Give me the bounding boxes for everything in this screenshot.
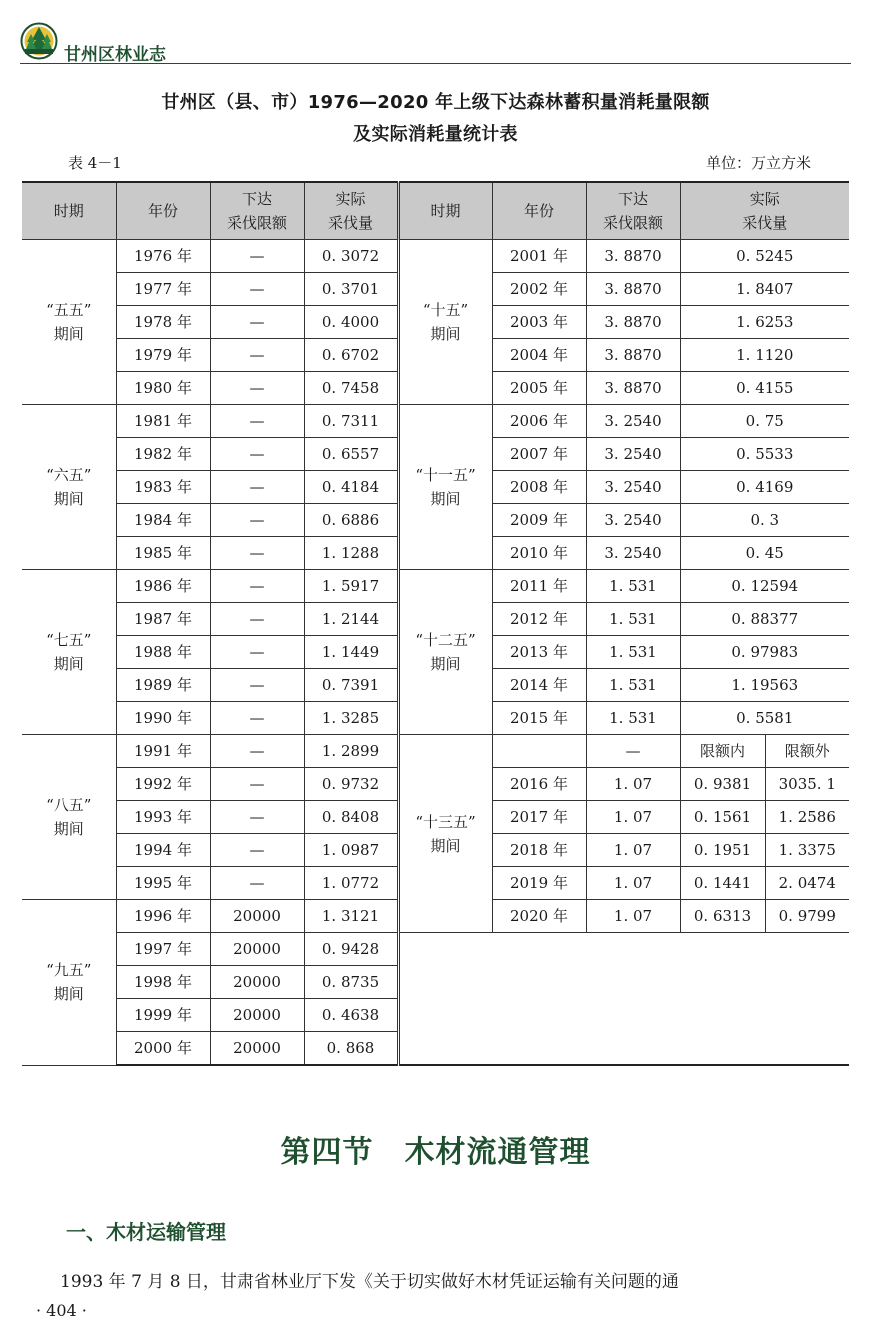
header-year-right: 年份: [492, 182, 586, 240]
quota-cell: —: [210, 735, 304, 768]
actual-cell: 1. 5917: [304, 570, 398, 603]
table-row: [22, 405, 849, 438]
year-cell: 1979 年: [116, 339, 210, 372]
quota-cell: 3. 8870: [586, 273, 680, 306]
actual-cell: 0. 3701: [304, 273, 398, 306]
header-quota: 下达 采伐限额: [210, 182, 304, 240]
pine-trees-logo-icon: [20, 22, 58, 60]
quota-cell: —: [210, 273, 304, 306]
actual-cell: 1. 3285: [304, 702, 398, 735]
actual-cell: 0. 4000: [304, 306, 398, 339]
quota-cell: 1. 07: [586, 801, 680, 834]
period-name: “十一五”: [415, 466, 476, 484]
period-cell: [398, 570, 492, 735]
beyond-quota-cell: 1. 3375: [765, 834, 849, 867]
quota-cell: 1. 531: [586, 702, 680, 735]
period-cell: [22, 900, 116, 1066]
actual-cell: 1. 1288: [304, 537, 398, 570]
year-cell: 1988 年: [116, 636, 210, 669]
actual-cell: 0. 6557: [304, 438, 398, 471]
beyond-quota-cell: 3035. 1: [765, 768, 849, 801]
actual-cell: 1. 6253: [680, 306, 849, 339]
year-cell: 1984 年: [116, 504, 210, 537]
quota-cell: 3. 2540: [586, 438, 680, 471]
actual-cell: 1. 3121: [304, 900, 398, 933]
table-body: [22, 240, 849, 1066]
actual-cell: 0. 4638: [304, 999, 398, 1032]
page-number: · 404 ·: [36, 1301, 87, 1320]
actual-cell: 1. 2899: [304, 735, 398, 768]
actual-cell: 1. 1449: [304, 636, 398, 669]
actual-cell: 1. 8407: [680, 273, 849, 306]
quota-statistics-table: [22, 181, 849, 1066]
actual-cell: 0. 6886: [304, 504, 398, 537]
year-cell: 2006 年: [492, 405, 586, 438]
quota-cell: 3. 8870: [586, 372, 680, 405]
period-suffix: 期间: [430, 325, 461, 343]
table-row: [22, 570, 849, 603]
blank-area: [398, 933, 849, 1066]
year-cell: 1978 年: [116, 306, 210, 339]
year-cell: 2014 年: [492, 669, 586, 702]
quota-cell: —: [210, 504, 304, 537]
year-cell: 1999 年: [116, 999, 210, 1032]
table-header-row: [22, 182, 849, 240]
beyond-quota-cell: 0. 9799: [765, 900, 849, 933]
quota-cell: —: [210, 405, 304, 438]
year-cell: 1996 年: [116, 900, 210, 933]
quota-cell: 20000: [210, 966, 304, 999]
table-title-line2: 及实际消耗量统计表: [353, 124, 518, 145]
period-suffix: 期间: [53, 325, 84, 343]
year-cell: 2011 年: [492, 570, 586, 603]
year-cell: 2003 年: [492, 306, 586, 339]
period-suffix: 期间: [430, 655, 461, 673]
table-row: [22, 933, 849, 966]
table-number: 表 4－1: [68, 154, 122, 172]
actual-cell: 0. 75: [680, 405, 849, 438]
quota-cell: —: [210, 603, 304, 636]
year-cell: 2000 年: [116, 1032, 210, 1066]
quota-cell: —: [210, 702, 304, 735]
year-cell: 1989 年: [116, 669, 210, 702]
actual-cell: 0. 6702: [304, 339, 398, 372]
actual-cell: 0. 4155: [680, 372, 849, 405]
year-cell: 2004 年: [492, 339, 586, 372]
within-quota-cell: 0. 1951: [680, 834, 765, 867]
quota-cell: —: [210, 537, 304, 570]
quota-cell: —: [210, 240, 304, 273]
year-cell: 1995 年: [116, 867, 210, 900]
period-cell: [22, 735, 116, 900]
year-cell: 1991 年: [116, 735, 210, 768]
actual-cell: 1. 2144: [304, 603, 398, 636]
year-cell: 1982 年: [116, 438, 210, 471]
quota-cell: 20000: [210, 1032, 304, 1066]
period-name: “七五”: [46, 631, 92, 649]
year-cell: 2020 年: [492, 900, 586, 933]
period-suffix: 期间: [430, 836, 461, 855]
period-cell: [398, 405, 492, 570]
year-cell: 1976 年: [116, 240, 210, 273]
year-cell: 2015 年: [492, 702, 586, 735]
beyond-quota-cell: 2. 0474: [765, 867, 849, 900]
quota-cell: 1. 531: [586, 603, 680, 636]
year-cell: 2013 年: [492, 636, 586, 669]
period-name: “十五”: [422, 301, 469, 319]
quota-cell: —: [210, 372, 304, 405]
subsection-title: 一、木材运输管理: [66, 1220, 226, 1244]
year-cell: 2007 年: [492, 438, 586, 471]
year-cell: 2018 年: [492, 834, 586, 867]
quota-cell: —: [210, 438, 304, 471]
header-period: 时期: [22, 182, 116, 240]
header-actual: 实际 采伐量: [304, 182, 398, 240]
quota-cell: 1. 531: [586, 636, 680, 669]
actual-cell: 0. 7391: [304, 669, 398, 702]
quota-cell: —: [210, 801, 304, 834]
year-cell: 1993 年: [116, 801, 210, 834]
header-actual-right: 实际 采伐量: [680, 182, 849, 240]
quota-cell: —: [210, 669, 304, 702]
header-year: 年份: [116, 182, 210, 240]
actual-cell: 0. 7458: [304, 372, 398, 405]
actual-cell: 0. 5533: [680, 438, 849, 471]
quota-cell: 3. 2540: [586, 504, 680, 537]
period-name: “十二五”: [415, 631, 476, 649]
actual-cell: 0. 45: [680, 537, 849, 570]
quota-cell: —: [210, 768, 304, 801]
year-cell: 2016 年: [492, 768, 586, 801]
year-cell: 2005 年: [492, 372, 586, 405]
actual-cell: 0. 7311: [304, 405, 398, 438]
period-suffix: 期间: [53, 490, 84, 508]
period-name: “十三五”: [415, 812, 476, 831]
period-cell: [22, 570, 116, 735]
year-cell: 1983 年: [116, 471, 210, 504]
year-cell: 2019 年: [492, 867, 586, 900]
year-cell: 1994 年: [116, 834, 210, 867]
actual-cell: 0. 12594: [680, 570, 849, 603]
quota-cell: —: [210, 570, 304, 603]
actual-cell: 1. 19563: [680, 669, 849, 702]
actual-cell: 0. 5245: [680, 240, 849, 273]
actual-cell: 0. 97983: [680, 636, 849, 669]
table-row: [22, 240, 849, 273]
period-name: “六五”: [46, 466, 92, 484]
within-quota-cell: 0. 1561: [680, 801, 765, 834]
year-cell: 1981 年: [116, 405, 210, 438]
actual-cell: 0. 3: [680, 504, 849, 537]
quota-cell: —: [210, 339, 304, 372]
beyond-quota-label: 限额外: [765, 735, 849, 768]
period-cell: [398, 240, 492, 405]
year-cell: 2012 年: [492, 603, 586, 636]
actual-cell: 0. 4184: [304, 471, 398, 504]
quota-cell: —: [210, 306, 304, 339]
period-suffix: 期间: [53, 655, 84, 673]
table-title-line1: 甘州区（县、市）1976—2020 年上级下达森林蓄积量消耗量限额: [161, 92, 710, 113]
year-cell: 2009 年: [492, 504, 586, 537]
period-cell: [22, 240, 116, 405]
year-cell: 1980 年: [116, 372, 210, 405]
quota-cell: 20000: [210, 933, 304, 966]
actual-cell: 1. 0772: [304, 867, 398, 900]
body-paragraph: 1993 年 7 月 8 日，甘肃省林业厅下发《关于切实做好木材凭证运输有关问题的通: [60, 1272, 679, 1292]
quota-cell: 3. 2540: [586, 405, 680, 438]
quota-cell: —: [586, 735, 680, 768]
year-cell: 1985 年: [116, 537, 210, 570]
actual-cell: 0. 9732: [304, 768, 398, 801]
year-cell: [492, 735, 586, 768]
actual-cell: 0. 868: [304, 1032, 398, 1066]
year-cell: 2001 年: [492, 240, 586, 273]
actual-cell: 0. 4169: [680, 471, 849, 504]
quota-cell: —: [210, 636, 304, 669]
quota-cell: 1. 07: [586, 834, 680, 867]
within-quota-cell: 0. 6313: [680, 900, 765, 933]
year-cell: 1998 年: [116, 966, 210, 999]
year-cell: 1977 年: [116, 273, 210, 306]
year-cell: 2010 年: [492, 537, 586, 570]
period-name: “五五”: [46, 301, 92, 319]
page-header: [20, 20, 851, 66]
quota-cell: 1. 07: [586, 768, 680, 801]
within-quota-label: 限额内: [680, 735, 765, 768]
year-cell: 1992 年: [116, 768, 210, 801]
period-suffix: 期间: [430, 490, 461, 508]
actual-cell: 0. 9428: [304, 933, 398, 966]
period-name: “八五”: [46, 796, 92, 814]
year-cell: 1987 年: [116, 603, 210, 636]
quota-cell: 3. 2540: [586, 537, 680, 570]
table-row: [22, 735, 849, 768]
book-title: 甘州区林业志: [64, 45, 166, 65]
quota-cell: —: [210, 834, 304, 867]
year-cell: 1990 年: [116, 702, 210, 735]
quota-cell: 3. 8870: [586, 339, 680, 372]
actual-cell: 0. 88377: [680, 603, 849, 636]
period-cell: [398, 735, 492, 933]
year-cell: 2002 年: [492, 273, 586, 306]
actual-cell: 0. 8735: [304, 966, 398, 999]
actual-cell: 0. 5581: [680, 702, 849, 735]
year-cell: 1986 年: [116, 570, 210, 603]
header-rule: [20, 63, 851, 64]
quota-cell: 1. 531: [586, 570, 680, 603]
quota-cell: 1. 07: [586, 900, 680, 933]
actual-cell: 0. 8408: [304, 801, 398, 834]
quota-cell: 3. 2540: [586, 471, 680, 504]
period-suffix: 期间: [53, 820, 84, 838]
quota-cell: —: [210, 867, 304, 900]
quota-cell: 3. 8870: [586, 240, 680, 273]
year-cell: 2008 年: [492, 471, 586, 504]
quota-cell: 20000: [210, 900, 304, 933]
quota-cell: 20000: [210, 999, 304, 1032]
period-cell: [22, 405, 116, 570]
period-name: “九五”: [46, 961, 92, 980]
quota-cell: 1. 531: [586, 669, 680, 702]
within-quota-cell: 0. 9381: [680, 768, 765, 801]
period-suffix: 期间: [53, 985, 84, 1004]
header-period-right: 时期: [398, 182, 492, 240]
quota-cell: 3. 8870: [586, 306, 680, 339]
actual-cell: 0. 3072: [304, 240, 398, 273]
year-cell: 2017 年: [492, 801, 586, 834]
quota-cell: 1. 07: [586, 867, 680, 900]
within-quota-cell: 0. 1441: [680, 867, 765, 900]
actual-cell: 1. 0987: [304, 834, 398, 867]
section-title: 第四节 木材流通管理: [280, 1135, 591, 1170]
year-cell: 1997 年: [116, 933, 210, 966]
table-unit: 单位：万立方米: [705, 154, 811, 172]
actual-cell: 1. 1120: [680, 339, 849, 372]
quota-cell: —: [210, 471, 304, 504]
beyond-quota-cell: 1. 2586: [765, 801, 849, 834]
header-quota-right: 下达 采伐限额: [586, 182, 680, 240]
